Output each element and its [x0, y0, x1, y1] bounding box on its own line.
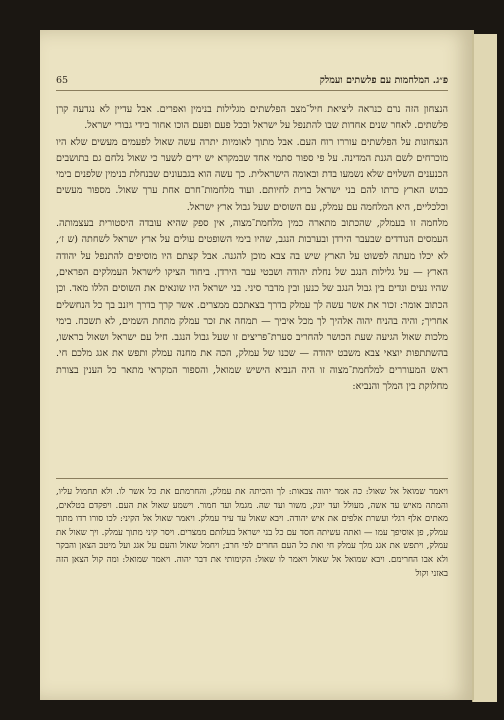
- quote-text: ויאמר שמואל אל שאול: כה אמר יהוה צבאות: לך והכיתה את עמלק, והחרמתם את כל אשר לו. ולא תחמול עליו, והמתה מאיש עד אשה, מעולל ועד יונק, משור ועד שה. מגמל ועד חמור. וישמע שאול את העם. ויפקדם בטלאים, מאתים אלף רגלי ועשרת אלפים את איש יהודה. ויבא שאול עד עיר עמלק. ויאמר שאול אל הקיני: לכו סורו רדו מתוך עמלק, פן אוסיפך עמו — ואתה עשיתה חסד עם כל בני ישראל בעלותם ממצרים. ויסר קיני מתוך עמלק. ויך שאול את עמלק, ויתפש את אגג מלך עמלק חי ואת כל העם החרים לפי חרב; ויחמל שאול והעם על אגג ועל מיטב הצאן והבקר ולא אבו החרימם. ויבא שמואל אל שאול ויאמר לו שאול: הקימותי את דבר יהוה. ויאמר שמואל: ומה קול הצאן הזה באזני וקול: [56, 487, 448, 579]
- running-title: פ״ג. המלחמות עם פלשתים ועמלק: [319, 75, 448, 86]
- page-content: [40, 30, 472, 700]
- page-header: [56, 75, 448, 89]
- page-number: 65: [56, 75, 69, 86]
- scripture-quote: [56, 486, 448, 581]
- paragraph-2: הנצחונות על הפלשתים עוררו רוח העם. אבל מתוך לאומיות יתרה עשה שאול לפעמים מעשים שלא היו מוכרחים לשם הגנת המדינה. על פי ספור סתמי אחד שבמקרא יש ידים לשער כי שאול נלחם גם בתושבים הכנענים השלוים שלא נשמעו בדת ובאומה הישראלית. כך עשה הוא בגבעונים שבנחלת בנימין שלפנים בימי כבוש הארץ כרתו להם בני ישראל ברית לחיותם. ועוד מלחמות־חרם אחת ערך שאול. מספור מעשים וכלכליים, היא המלחמה עם עמלק, עם השוסים שעל גבול ארץ ישראל.: [56, 136, 448, 213]
- paragraph-1: הנצחון הזה נרם כנראה ליציאת חיל־מצב הפלשתים מגלילות בנימין ואפרים. אבל עדיין לא נגדעה קרן פלשתים. לאחר שנים אחדות שבו להתנפל על ישראל ובכל פעם ופעם הוכו אחור בידי גבורי ישראל.: [56, 104, 448, 132]
- header-divider: [56, 90, 448, 91]
- quote-divider: [56, 478, 448, 479]
- main-text: [56, 102, 448, 395]
- next-page-edge: [472, 34, 497, 702]
- paragraph-3: מלחמה זו בעמלק, שהכתוב מתארה כמין מלחמת־מצוה, אין ספק שהיא עובדה היסטורית בעצמותה. העמסים הנודדים שבעבר הירדן ובערבות הנגב, שהיו בימי השופטים עולים על ארץ ישראל לשחתה (ש ז׳, לא יכלו מעתה לפשוט על הארץ שיש בה צבא מוכן להגנה. אבל קצתם היו מוסיפים להתנפל על יהודה הארץ — על גלילות הנגב של נחלת יהודה ושבטי עבר הירדן. ביחוד הציקו לישראל העמלקים הפראים, שהיו נעים ונדים בין גבול הנגב של כנען ובין מדבר סיני. בני ישראל היו שונאים את השוסים הללו מאד. וכן הכתוב אומר: זכור את אשר עשה לך עמלק בדרך בצאתכם ממצרים. אשר קרך בדרך ויזנב בך כל הנחשלים אחריך; והיה בהניח יהוה אלהיך לך מכל איביך — תמחה את זכר עמלק מתחת השמים, לא תשכח. בימי מלכות שאול הגיעה שעת הכושר להחריב סערת־פריצים זו שעל גבול הנגב. חיל עם ישראל ושאול בראשו, בהשתתפות יוצאי צבא משבט יהודה — שכנו של עמלק, הכה את מחנה עמלק ותפש את אגג מלכם חי. ראש המעוררים למלחמת־מצוה זו היה הנביא הישיש שמואל, והספור המקראי מתאר כל הענין בצורת מחלוקת בין המלך והנביא:: [56, 218, 448, 393]
